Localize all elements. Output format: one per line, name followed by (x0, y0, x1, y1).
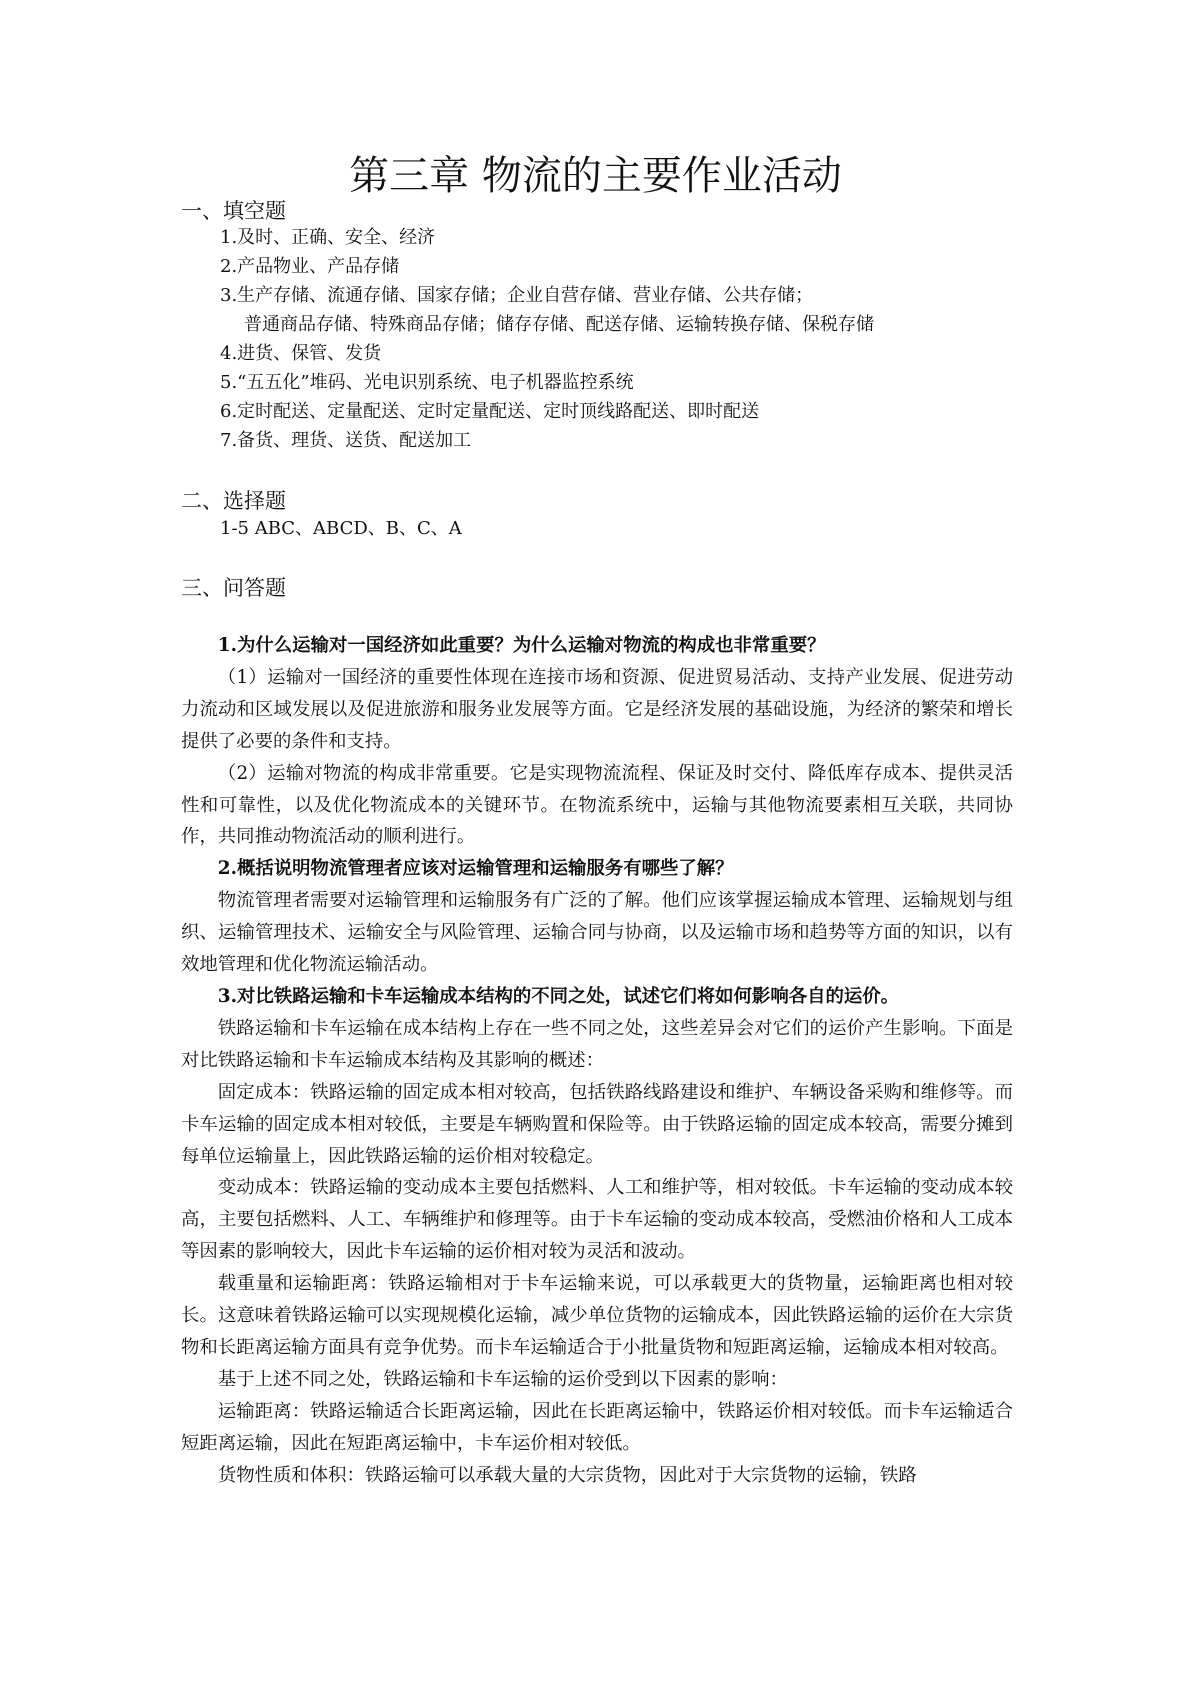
answer-paragraph: 固定成本：铁路运输的固定成本相对较高，包括铁路线路建设和维护、车辆设备采购和维修等。而卡车运输的固定成本相对较低，主要是车辆购置和保险等。由于铁路运输的固定成本较高，需要分摊到每单位运输量上，因此铁路运输的运价相对较稳定。 (181, 1081, 1013, 1167)
section-heading-fill-blank: 一、填空题 (181, 199, 286, 223)
answer-item: 7.备货、理货、送货、配送加工 (220, 430, 472, 451)
section-heading-qa: 三、问答题 (181, 576, 286, 600)
answer-item: 4.进货、保管、发货 (220, 343, 382, 364)
question: 3.对比铁路运输和卡车运输成本结构的不同之处，试述它们将如何影响各自的运价。 (217, 985, 900, 1007)
question: 2.概括说明物流管理者应该对运输管理和运输服务有哪些了解？ (217, 858, 734, 880)
choice-answers: 1-5 ABC、ABCD、B、C、A (220, 518, 462, 539)
answer-paragraph: 物流管理者需要对运输管理和运输服务有广泛的了解。他们应该掌握运输成本管理、运输规划与组织、运输管理技术、运输安全与风险管理、运输合同与协商，以及运输市场和趋势等方面的知识，以有效地管理和优化物流运输活动。 (181, 890, 1013, 976)
qa-content (181, 630, 1013, 1491)
answer-paragraph: 货物性质和体积：铁路运输可以承载大量的大宗货物，因此对于大宗货物的运输，铁路 (217, 1464, 917, 1486)
question: 1.为什么运输对一国经济如此重要？为什么运输对物流的构成也非常重要？ (217, 635, 826, 656)
page-title: 第三章 物流的主要作业活动 (349, 153, 842, 199)
answer-paragraph: 变动成本：铁路运输的变动成本主要包括燃料、人工和维护等，相对较低。卡车运输的变动成本较高，主要包括燃料、人工、车辆维护和修理等。由于卡车运输的变动成本较高，受燃油价格和人工成本等因素的影响较大，因此卡车运输的运价相对较为灵活和波动。 (181, 1177, 1013, 1263)
answer-paragraph: 运输距离：铁路运输适合长距离运输，因此在长距离运输中，铁路运价相对较低。而卡车运输适合短距离运输，因此在短距离运输中，卡车运价相对较低。 (181, 1400, 1013, 1454)
answer-item: 6.定时配送、定量配送、定时定量配送、定时顶线路配送、即时配送 (220, 401, 760, 422)
answer-paragraph: 基于上述不同之处，铁路运输和卡车运输的运价受到以下因素的影响： (217, 1368, 788, 1390)
answer-item-continuation: 普通商品存储、特殊商品存储；储存存储、配送存储、运输转换存储、保税存储 (244, 314, 874, 335)
answer-item: 5.“五五化”堆码、光电识别系统、电子机器监控系统 (220, 372, 634, 393)
answer-paragraph: （1）运输对一国经济的重要性体现在连接市场和资源、促进贸易活动、支持产业发展、促进劳动力流动和区域发展以及促进旅游和服务业发展等方面。它是经济发展的基础设施，为经济的繁荣和增长提供了必要的条件和支持。 (181, 666, 1013, 752)
answer-paragraph: 载重量和运输距离：铁路运输相对于卡车运输来说，可以承载更大的货物量，运输距离也相对较长。这意味着铁路运输可以实现规模化运输，减少单位货物的运输成本，因此铁路运输的运价在大宗货物和长距离运输方面具有竞争优势。而卡车运输适合于小批量货物和短距离运输，运输成本相对较高。 (181, 1273, 1013, 1358)
section-heading-multiple-choice: 二、选择题 (181, 489, 286, 513)
answer-paragraph: （2）运输对物流的构成非常重要。它是实现物流流程、保证及时交付、降低库存成本、提供灵活性和可靠性，以及优化物流成本的关键环节。在物流系统中，运输与其他物流要素相互关联，共同协作，共同推动物流活动的顺利进行。 (181, 762, 1013, 848)
answer-item: 2.产品物业、产品存储 (220, 256, 400, 277)
answer-paragraph: 铁路运输和卡车运输在成本结构上存在一些不同之处，这些差异会对它们的运价产生影响。下面是对比铁路运输和卡车运输成本结构及其影响的概述： (181, 1017, 1013, 1071)
answer-item: 1.及时、正确、安全、经济 (220, 227, 436, 248)
answer-item: 3.生产存储、流通存储、国家存储；企业自营存储、营业存储、公共存储； (220, 285, 814, 306)
